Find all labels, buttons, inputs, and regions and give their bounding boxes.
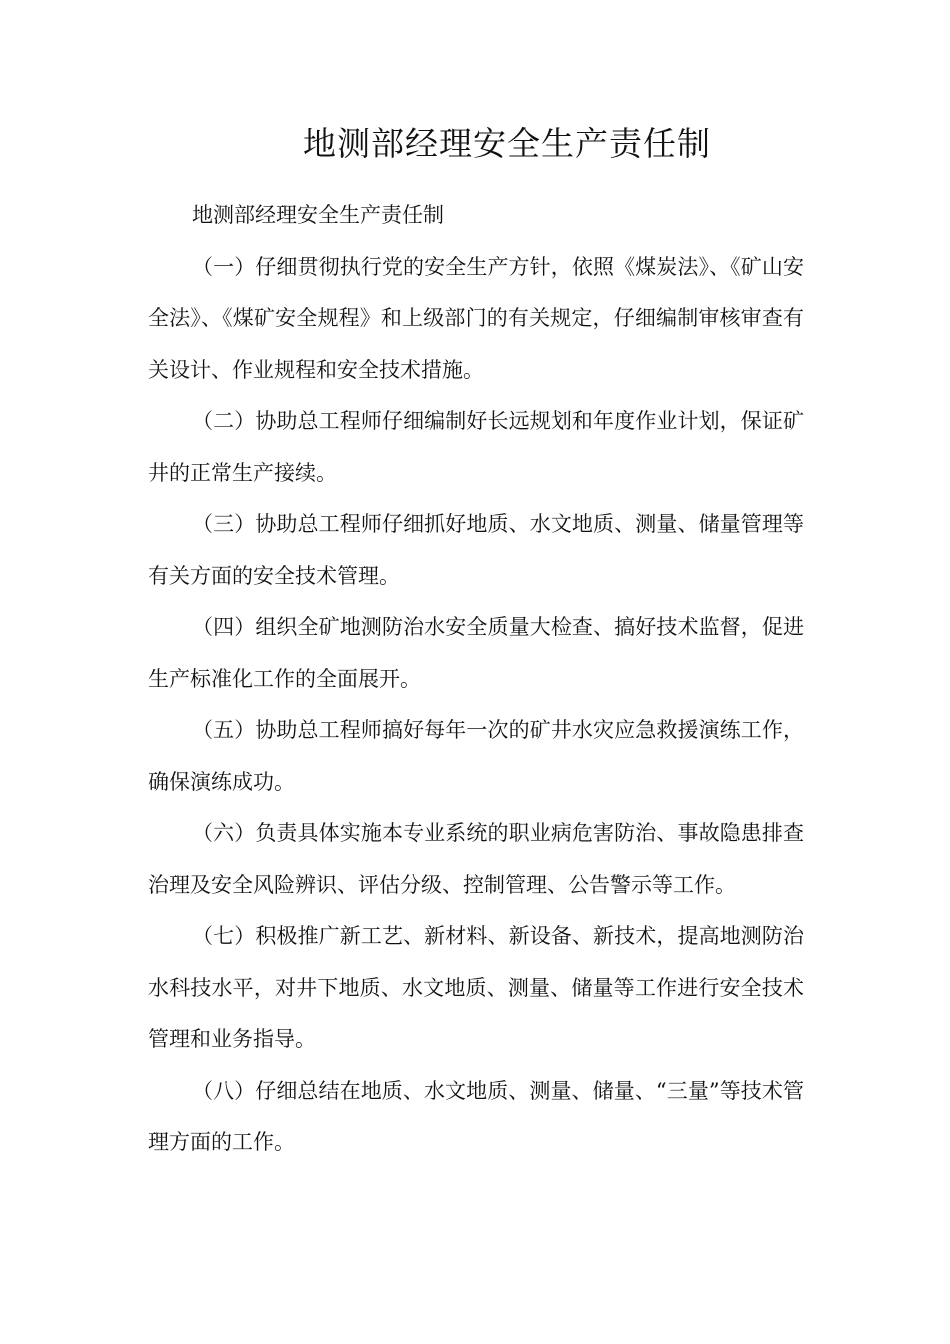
paragraph-item-2: （二）协助总工程师仔细编制好长远规划和年度作业计划，保证矿井的正常生产接续。 <box>148 409 804 485</box>
paragraph-item-8: （八）仔细总结在地质、水文地质、测量、储量、“三量”等技术管理方面的工作。 <box>148 1078 804 1154</box>
document-title: 地测部经理安全生产责任制 <box>303 124 711 163</box>
document-body <box>148 190 804 1169</box>
paragraph-item-6: （六）负责具体实施本专业系统的职业病危害防治、事故隐患排查治理及安全风险辨识、评估分级、控制管理、公告警示等工作。 <box>148 821 804 897</box>
paragraph-item-4: （四）组织全矿地测防治水安全质量大检查、搞好技术监督，促进生产标准化工作的全面展开。 <box>148 615 804 691</box>
paragraph-item-3: （三）协助总工程师仔细抓好地质、水文地质、测量、储量管理等有关方面的安全技术管理。 <box>148 512 804 588</box>
paragraph-subtitle: 地测部经理安全生产责任制 <box>192 203 444 227</box>
paragraph-item-1: （一）仔细贯彻执行党的安全生产方针，依照《煤炭法》、《矿山安全法》、《煤矿安全规程》和上级部门的有关规定，仔细编制审核审查有关设计、作业规程和安全技术措施。 <box>148 254 804 382</box>
paragraph-item-5: （五）协助总工程师搞好每年一次的矿井水灾应急救援演练工作，确保演练成功。 <box>148 718 804 794</box>
paragraph-item-7: （七）积极推广新工艺、新材料、新设备、新技术，提高地测防治水科技水平，对井下地质、水文地质、测量、储量等工作进行安全技术管理和业务指导。 <box>148 924 804 1051</box>
